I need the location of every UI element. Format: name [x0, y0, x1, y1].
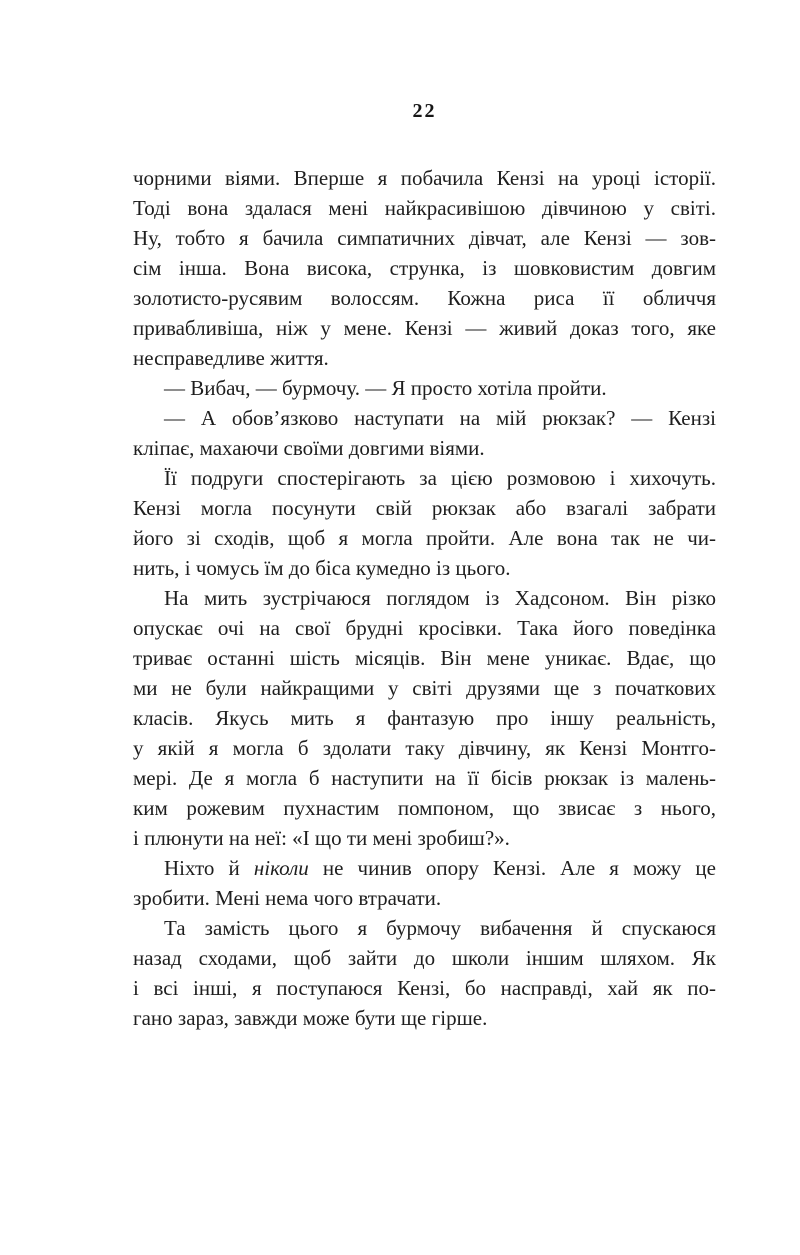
text-line: мері. Де я могла б наступити на її бісів рюкзак із малень-: [133, 766, 716, 790]
text-line: На мить зустрічаюся поглядом із Хадсоном. Він різко: [164, 586, 716, 610]
text-line: нить, і чомусь їм до біса кумедно із цього.: [133, 556, 511, 580]
text-line: і всі інші, я поступаюся Кензі, бо насправді, хай як по-: [133, 976, 716, 1000]
text-line: у якій я могла б здолати таку дівчину, як Кензі Монтго-: [133, 736, 716, 760]
text-segment: Ніхто й: [164, 856, 254, 880]
text-line: триває останні шість місяців. Він мене уникає. Вдає, що: [133, 646, 716, 670]
text-line: [133, 853, 716, 883]
italic-text-segment: ніколи: [253, 856, 309, 880]
text-line: і плюнути на неї: «І що ти мені зробиш?».: [133, 826, 510, 850]
text-line: Кензі могла посунути свій рюкзак або взагалі забрати: [133, 496, 716, 520]
text-line: гано зараз, завжди може бути ще гірше.: [133, 1006, 488, 1030]
text-line: ми не були найкращими у світі друзями ще з початкових: [133, 676, 716, 700]
text-line: — А обов’язково наступати на мій рюкзак? — Кензі: [164, 406, 716, 430]
text-line: Тоді вона здалася мені найкрасивішою дівчиною у світі.: [133, 196, 716, 220]
text-line: опускає очі на свої брудні кросівки. Така його поведінка: [133, 616, 716, 640]
text-line: зробити. Мені нема чого втрачати.: [133, 886, 442, 910]
text-block: [133, 163, 716, 1033]
text-line: Її подруги спостерігають за цією розмовою і хихочуть.: [164, 466, 716, 490]
text-line: Та замість цього я бурмочу вибачення й спускаюся: [164, 916, 716, 940]
text-line: чорними віями. Вперше я побачила Кензі на уроці історії.: [133, 166, 716, 190]
text-line: привабливіша, ніж у мене. Кензі — живий доказ того, яке: [133, 316, 716, 340]
text-line: — Вибач, — бурмочу. — Я просто хотіла пройти.: [164, 376, 607, 400]
text-line: золотисто-русявим волоссям. Кожна риса її обличчя: [133, 286, 716, 310]
text-line: ким рожевим пухнастим помпоном, що звисає з нього,: [133, 796, 716, 820]
text-line: його зі сходів, щоб я могла пройти. Але вона так не чи-: [133, 526, 716, 550]
page-number: 22: [412, 100, 437, 122]
text-line: кліпає, махаючи своїми довгими віями.: [133, 436, 485, 460]
text-line: Ну, тобто я бачила симпатичних дівчат, але Кензі — зов-: [133, 226, 716, 250]
text-line: несправедливе життя.: [133, 346, 329, 370]
text-segment: не чинив опору Кензі. Але я можу це: [308, 856, 716, 880]
text-line: назад сходами, щоб зайти до школи іншим шляхом. Як: [133, 946, 716, 970]
text-line: сім інша. Вона висока, струнка, із шовковистим довгим: [133, 256, 716, 280]
text-line: класів. Якусь мить я фантазую про іншу реальність,: [133, 706, 716, 730]
